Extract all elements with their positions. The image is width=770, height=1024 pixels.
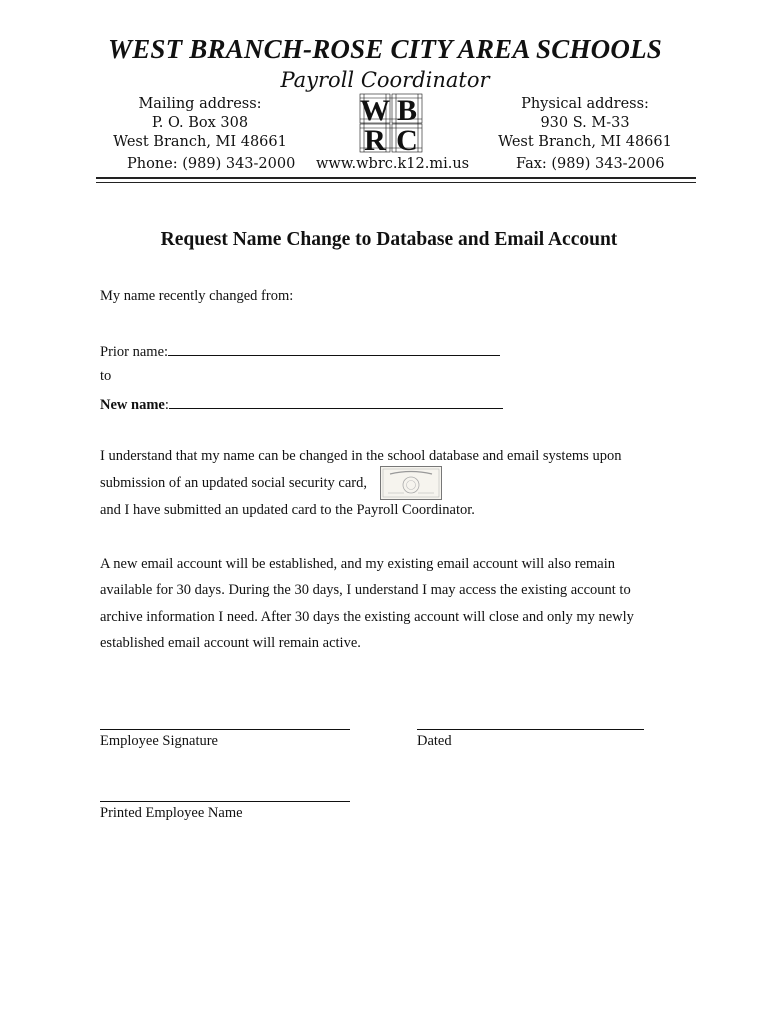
to-text: to (100, 368, 112, 384)
social-security-card-image (380, 466, 442, 500)
prior-name-label: Prior name: (100, 344, 169, 360)
dated-line[interactable] (417, 729, 644, 730)
new-name-colon: : (164, 397, 169, 413)
phone-number: Phone: (989) 343-2000 (127, 156, 296, 172)
logo-letter-w: W (360, 94, 390, 127)
physical-address-line1: 930 S. M-33 (540, 115, 630, 131)
printed-name-line[interactable] (100, 801, 350, 802)
paragraph1-line1: I understand that my name can be changed in the school database and email systems upon (100, 448, 622, 464)
intro-text: My name recently changed from: (100, 288, 294, 304)
paragraph1-line2: submission of an updated social security card, (100, 475, 367, 491)
physical-address (490, 95, 680, 152)
employee-signature-line[interactable] (100, 729, 350, 730)
prior-name-row (100, 342, 500, 361)
header-divider-thin (96, 182, 696, 183)
printed-name-label: Printed Employee Name (100, 805, 243, 821)
physical-address-line2: West Branch, MI 48661 (498, 134, 672, 150)
form-heading: Request Name Change to Database and Email Account (160, 229, 618, 250)
paragraph2-line4: established email account will remain active. (100, 635, 361, 651)
logo-letter-r: R (364, 124, 386, 154)
header-divider-thick (96, 177, 696, 179)
paragraph1-line3: and I have submitted an updated card to the Payroll Coordinator. (100, 502, 475, 518)
fax-number: Fax: (989) 343-2006 (516, 156, 665, 172)
dated-label: Dated (417, 733, 452, 749)
paragraph2-line2: available for 30 days. During the 30 days, I understand I may access the existing account to (100, 582, 631, 598)
paragraph2-line3: archive information I need. After 30 days the existing account will close and only my newly (100, 609, 634, 625)
new-name-row (100, 395, 503, 414)
mailing-address-label: Mailing address: (138, 96, 262, 112)
logo-letter-b: B (396, 94, 418, 127)
logo-letter-c: C (396, 124, 418, 154)
website-link[interactable]: www.wbrc.k12.mi.us (316, 156, 470, 172)
district-logo (358, 92, 424, 154)
mailing-address-line1: P. O. Box 308 (151, 115, 249, 131)
mailing-address-line2: West Branch, MI 48661 (113, 134, 287, 150)
new-name-label: New name (100, 397, 165, 413)
employee-signature-label: Employee Signature (100, 733, 218, 749)
new-name-field[interactable] (169, 395, 503, 409)
department-subtitle: Payroll Coordinator (280, 68, 490, 92)
paragraph2-line1: A new email account will be established, and my existing email account will also remain (100, 556, 616, 572)
prior-name-field[interactable] (168, 342, 500, 356)
physical-address-label: Physical address: (521, 96, 649, 112)
mailing-address (110, 95, 290, 152)
district-title: WEST BRANCH-ROSE CITY AREA SCHOOLS (108, 34, 662, 64)
